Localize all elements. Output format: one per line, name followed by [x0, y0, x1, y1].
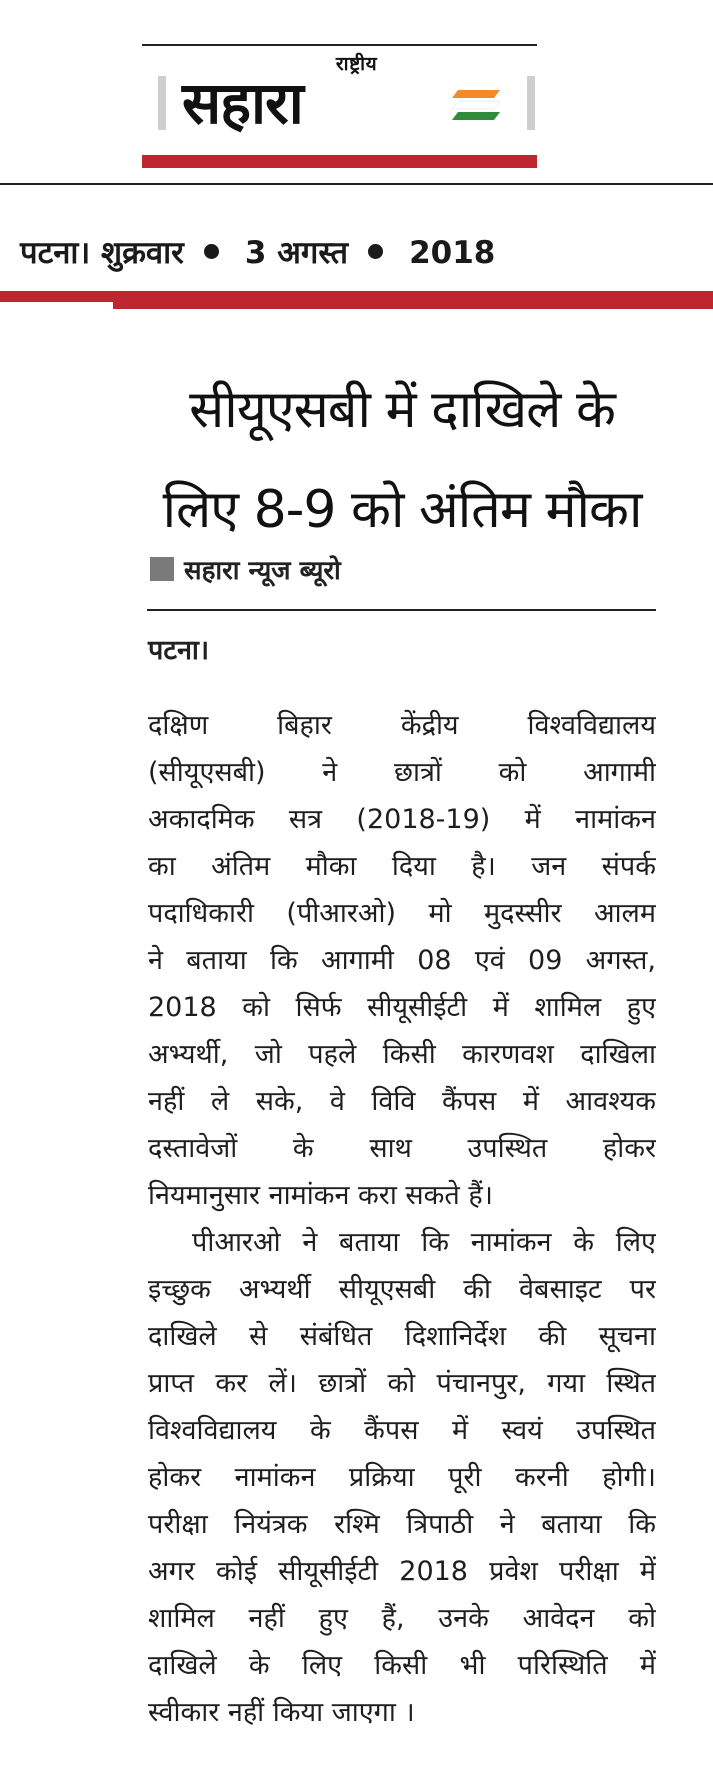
square-bullet-icon	[150, 557, 174, 581]
masthead-red-bar	[142, 155, 537, 168]
body-line: (सीयूएसबी) ने छात्रों को आगामी	[148, 757, 656, 788]
bullet-icon	[204, 244, 219, 259]
body-line: का अंतिम मौका दिया है। जन संपर्क	[148, 851, 656, 882]
headline-line: सीयूएसबी में दाखिले के	[189, 380, 615, 440]
flag-stripes-icon	[450, 88, 500, 124]
body-line: नहीं ले सके, वे विवि कैंपस में आवश्यक	[148, 1086, 656, 1117]
body-line: परीक्षा नियंत्रक रश्मि त्रिपाठी ने बताया कि	[148, 1509, 656, 1540]
masthead-top-rule	[142, 44, 537, 46]
masthead-title: सहारा	[182, 69, 303, 137]
masthead-subtitle: राष्ट्रीय	[335, 53, 378, 75]
dateline	[20, 231, 495, 273]
body-line: अकादमिक सत्र (2018-19) में नामांकन	[148, 804, 656, 835]
body-line: इच्छुक अभ्यर्थी सीयूएसबी की वेबसाइट पर	[148, 1274, 656, 1305]
byline-text: सहारा न्यूज ब्यूरो	[184, 556, 341, 586]
article-place: पटना।	[148, 635, 210, 666]
body-line: दाखिले के लिए किसी भी परिस्थिति में	[148, 1650, 656, 1681]
dateline-year: 2018	[409, 235, 496, 271]
dateline-city-day: पटना। शुक्रवार	[20, 235, 184, 271]
body-line: पीआरओ ने बताया कि नामांकन के लिए	[192, 1227, 656, 1258]
body-line: ने बताया कि आगामी 08 एवं 09 अगस्त,	[148, 945, 656, 976]
bullet-icon	[368, 244, 383, 259]
article-headline	[132, 360, 672, 560]
body-line: स्वीकार नहीं किया जाएगा ।	[148, 1697, 415, 1728]
article-body	[148, 702, 656, 1736]
masthead-left-bar	[158, 76, 166, 130]
body-line: नियमानुसार नामांकन करा सकते हैं।	[148, 1180, 493, 1211]
body-line: 2018 को सिर्फ सीयूसीईटी में शामिल हुए	[148, 992, 656, 1023]
headline-line: लिए 8-9 को अंतिम मौका	[162, 480, 642, 540]
dateline-red-bar-lower	[113, 300, 713, 309]
body-line: विश्वविद्यालय के कैंपस में स्वयं उपस्थित	[148, 1415, 656, 1446]
body-line: दक्षिण बिहार केंद्रीय विश्वविद्यालय	[148, 710, 656, 741]
body-line: अगर कोई सीयूसीईटी 2018 प्रवेश परीक्षा में	[148, 1556, 656, 1587]
byline-rule	[147, 609, 656, 611]
body-line: दाखिले से संबंधित दिशानिर्देश की सूचना	[148, 1321, 656, 1352]
body-line: होकर नामांकन प्रक्रिया पूरी करनी होगी।	[148, 1462, 656, 1493]
masthead-right-bar	[527, 76, 535, 130]
body-line: प्राप्त कर लें। छात्रों को पंचानपुर, गया स्थित	[148, 1368, 656, 1399]
body-line: दस्तावेजों के साथ उपस्थित होकर	[148, 1133, 656, 1164]
body-line: पदाधिकारी (पीआरओ) मो मुदस्सीर आलम	[148, 898, 656, 929]
masthead-bottom-rule	[0, 183, 713, 185]
byline	[150, 551, 341, 587]
body-line: अभ्यर्थी, जो पहले किसी कारणवश दाखिला	[148, 1039, 656, 1070]
body-line: शामिल नहीं हुए हैं, उनके आवेदन को	[148, 1603, 656, 1634]
dateline-date: 3 अगस्त	[244, 235, 349, 271]
masthead-logo	[182, 70, 512, 142]
